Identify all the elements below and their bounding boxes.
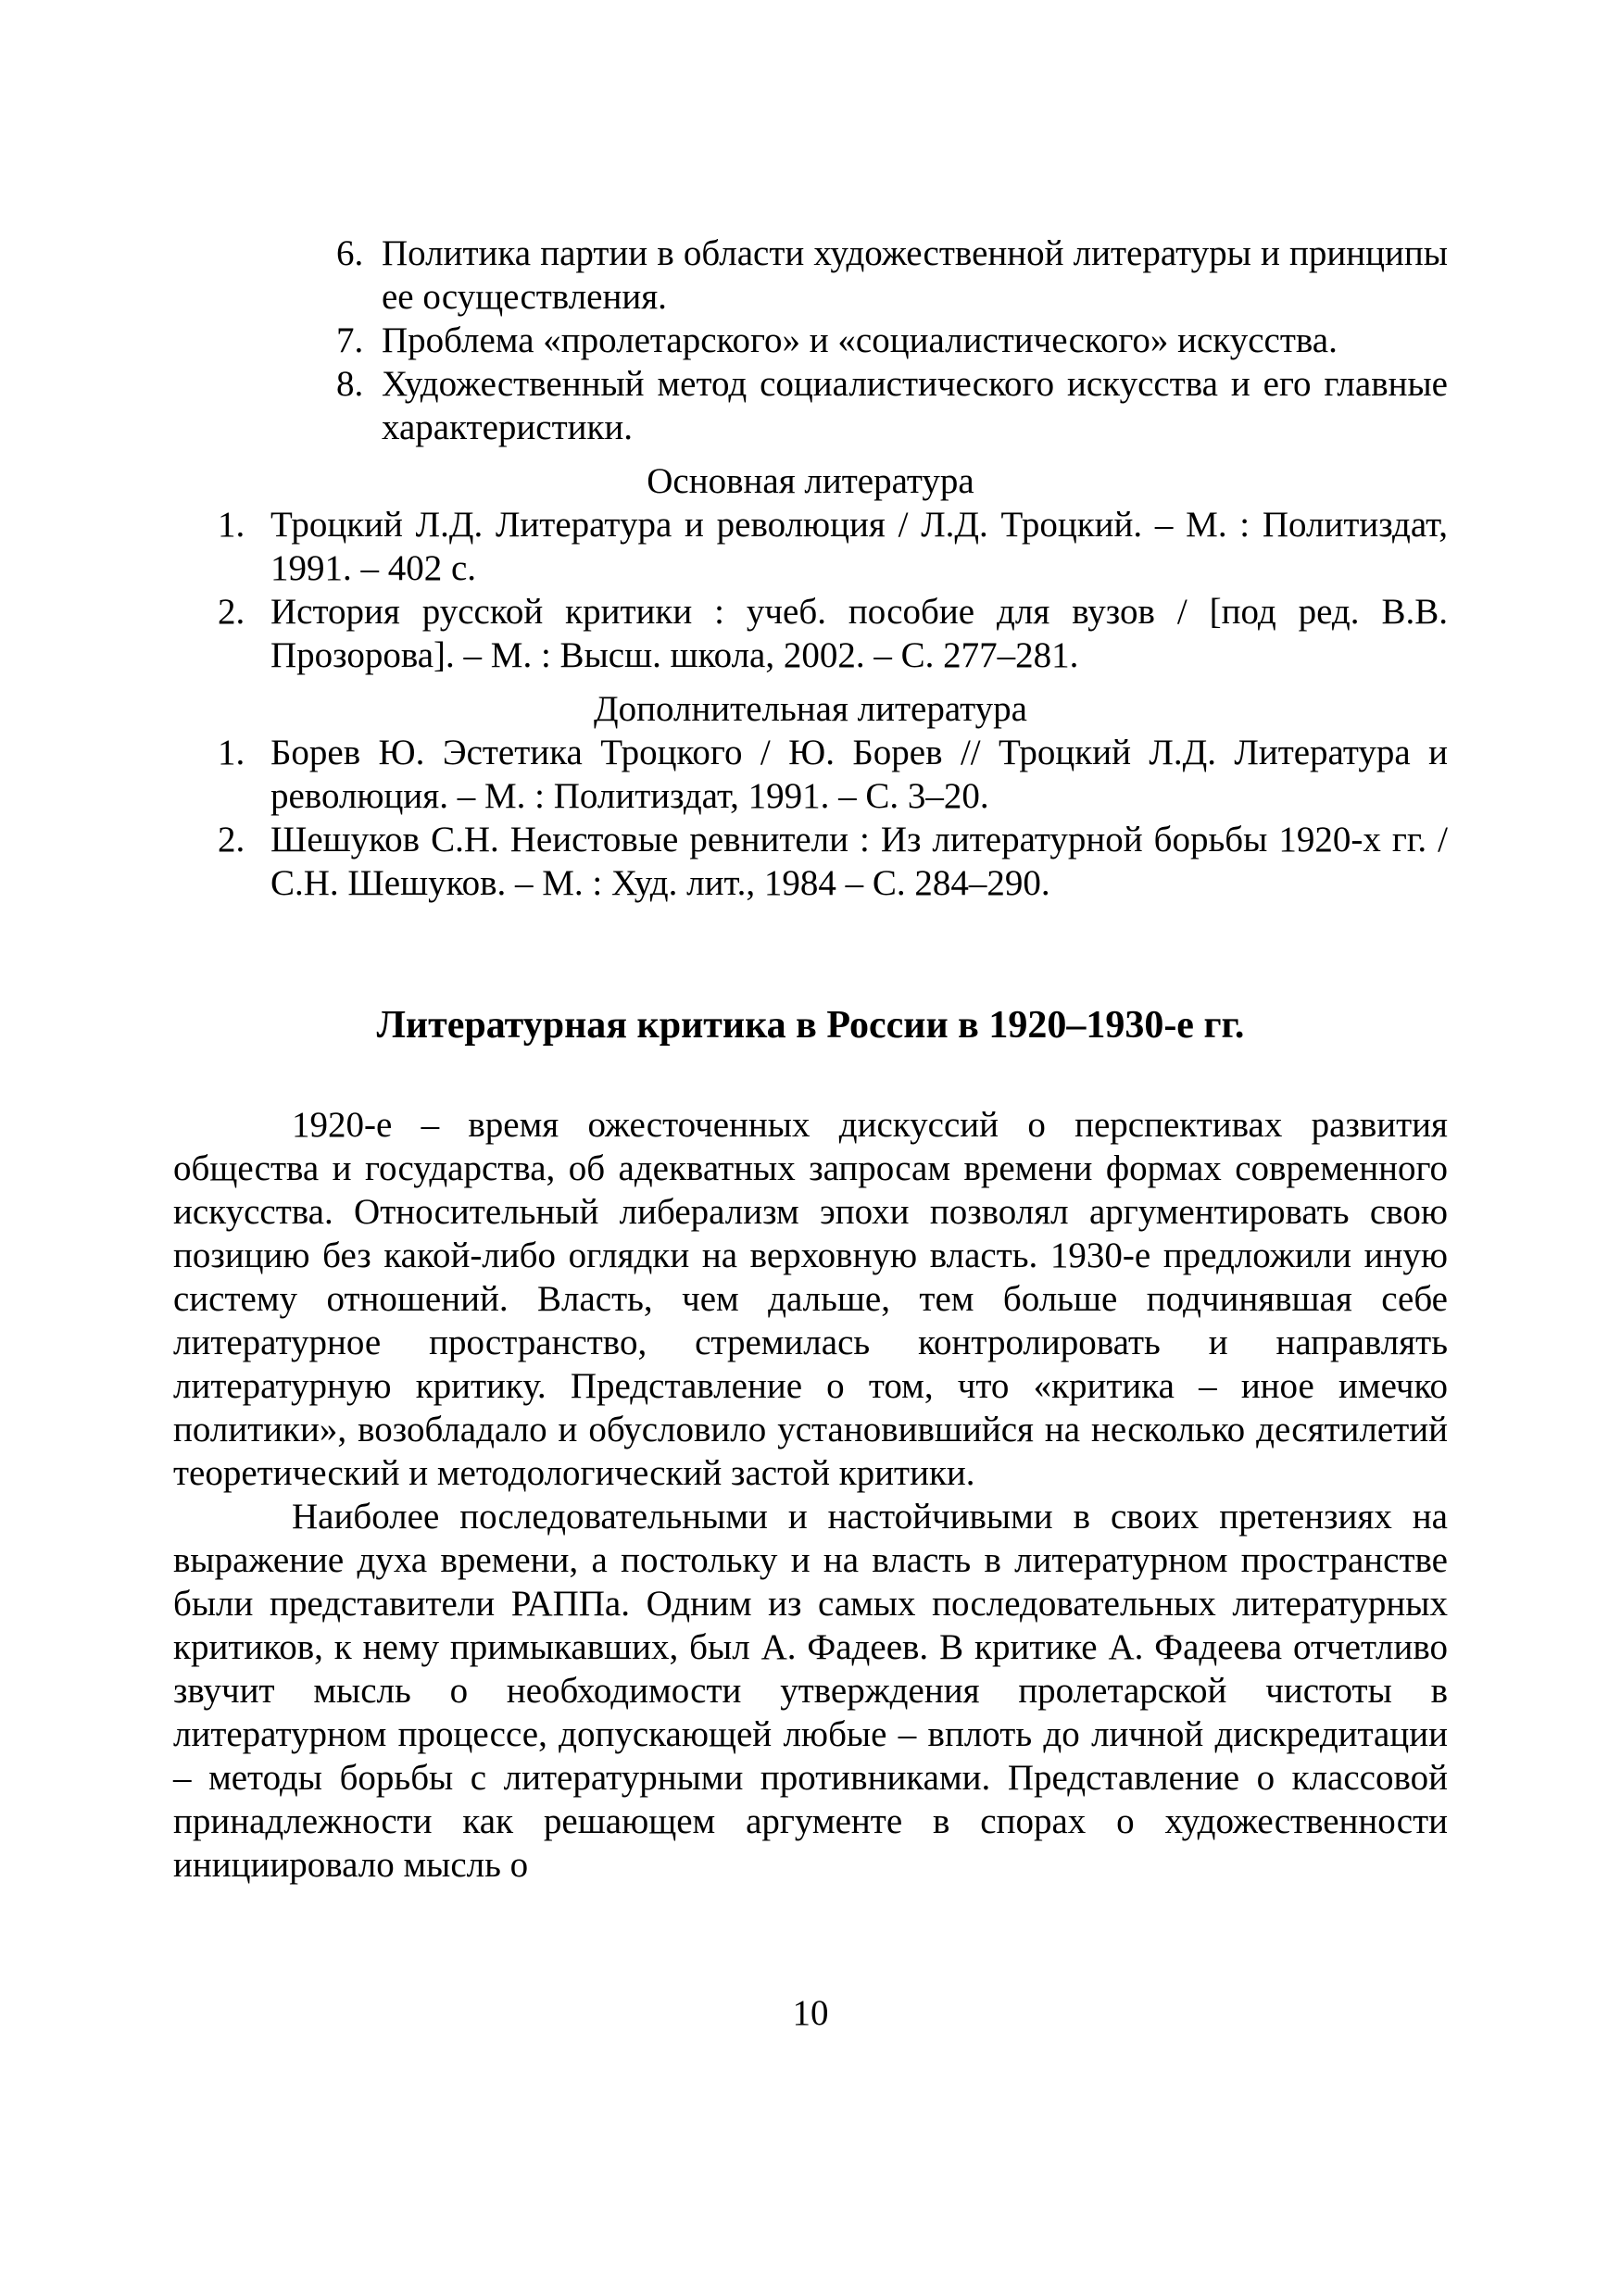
list-item-text: Троцкий Л.Д. Литература и революция / Л.Д. Троцкий. – М. : Политиздат, 1991. – 402 с. (270, 505, 1448, 588)
list-item-number: 2. (218, 820, 245, 859)
body-paragraph: 1920-е – время ожесточенных дискуссий о перспективах развития общества и государства, об адекватных запросам времени формах современного искусства. Относительный либерализм эпохи позволял аргументировать свою позицию без какой-либо оглядки на верховную власть. 1930-е предложили иную систему отношений. Власть, чем дальше, тем больше подчинявшая себе литературное пространство, стремилась контролировать и направлять литературную критику. Представление о том, что «критика – иное имечко политики», возобладало и обусловило установившийся на несколько десятилетий теоретический и методологический застой критики. (173, 1105, 1448, 1493)
list-item (173, 319, 1448, 362)
body-paragraph: Наиболее последовательными и настойчивыми в своих претензиях на выражение духа времени, а постольку и на власть в литературном пространстве были представители РАППа. Одним из самых последовательных литературных критиков, к нему примыкавших, был А. Фадеев. В критике А. Фадеева отчетливо звучит мысль о необходимости утверждения пролетарской чистоты в литературном процессе, допускающей любые – вплоть до личной дискредитации – методы борьбы с литературными противниками. Представление о классовой принадлежности как решающем аргументе в спорах о художественности инициировало мысль о (173, 1497, 1448, 1885)
list-item-number: 8. (336, 364, 364, 404)
list-item-number: 6. (336, 233, 364, 273)
list-item-text: Художественный метод социалистического искусства и его главные характеристики. (382, 364, 1448, 447)
list-item-text: Политика партии в области художественной литературы и принципы ее осуществления. (382, 233, 1448, 317)
list-item-number: 7. (336, 320, 364, 360)
section-title: Литературная критика в России в 1920–1930-е гг. (376, 1004, 1245, 1047)
list-item-number: 1. (218, 733, 245, 772)
list-item (173, 232, 1448, 319)
main-literature-heading: Основная литература (647, 461, 974, 501)
additional-literature-heading: Дополнительная литература (594, 689, 1027, 729)
list-item-text: Шешуков С.Н. Неистовые ревнители : Из литературной борьбы 1920-х гг. / С.Н. Шешуков. – М. : Худ. лит., 1984 – С. 284–290. (270, 820, 1448, 903)
list-item (173, 362, 1448, 449)
page-content (173, 232, 1448, 1887)
list-item (173, 731, 1448, 818)
list-item (173, 503, 1448, 590)
list-item-number: 1. (218, 505, 245, 545)
list-item-number: 2. (218, 592, 245, 632)
list-item (173, 590, 1448, 677)
list-item-text: Проблема «пролетарского» и «социалистического» искусства. (382, 320, 1338, 360)
list-item (173, 818, 1448, 905)
list-item-text: История русской критики : учеб. пособие для вузов / [под ред. В.В. Прозорова]. – М. : Высш. школа, 2002. – С. 277–281. (270, 592, 1448, 675)
main-literature-list (173, 503, 1448, 677)
list-item-text: Борев Ю. Эстетика Троцкого / Ю. Борев // Троцкий Л.Д. Литература и революция. – М. : Политиздат, 1991. – С. 3–20. (270, 733, 1448, 816)
question-list (173, 232, 1448, 449)
additional-literature-list (173, 731, 1448, 905)
page-number: 10 (792, 1993, 829, 2033)
